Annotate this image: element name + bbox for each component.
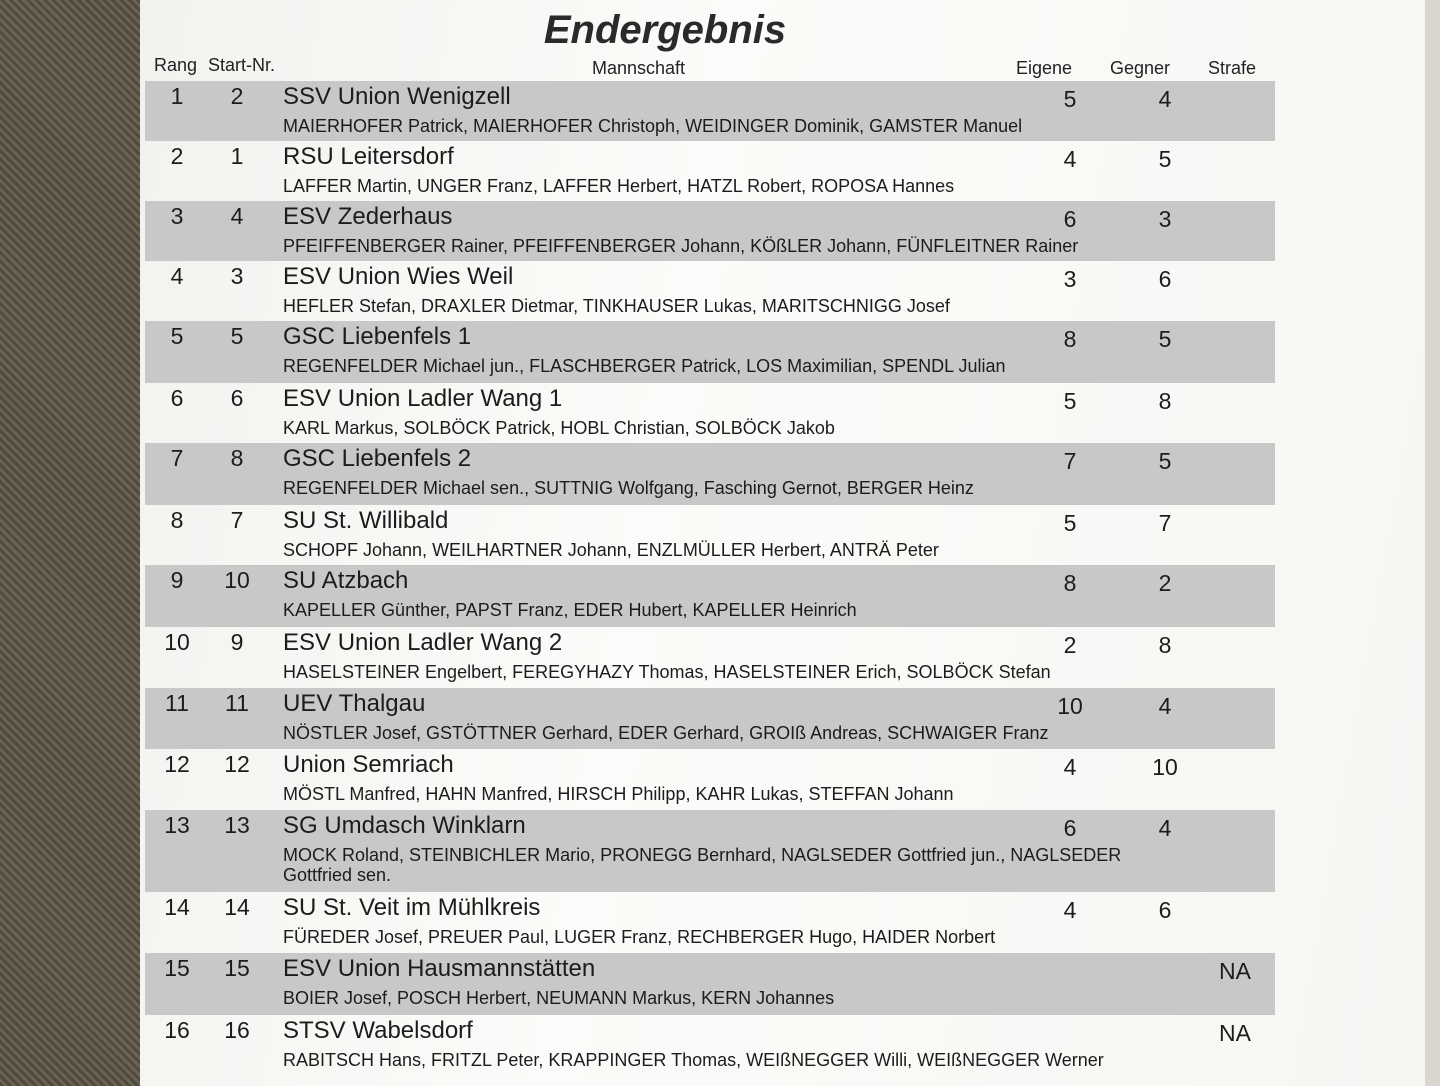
own-score: 6 bbox=[1063, 815, 1077, 841]
table-row bbox=[145, 321, 1275, 383]
table-row bbox=[145, 810, 1275, 892]
own-score: 7 bbox=[1063, 448, 1077, 474]
table-row bbox=[145, 627, 1275, 688]
opponent-score: 10 bbox=[1152, 754, 1178, 780]
start-number-cell: 16 bbox=[224, 1017, 250, 1043]
team-players: MÖSTL Manfred, HAHN Manfred, HIRSCH Philipp, KAHR Lukas, STEFFAN Johann bbox=[283, 784, 954, 804]
team-players: REGENFELDER Michael jun., FLASCHBERGER Patrick, LOS Maximilian, SPENDL Julian bbox=[283, 356, 1006, 376]
team-players: NÖSTLER Josef, GSTÖTTNER Gerhard, EDER Gerhard, GROIß Andreas, SCHWAIGER Franz bbox=[283, 723, 1049, 743]
penalty-cell: NA bbox=[1219, 958, 1251, 984]
team-players: SCHOPF Johann, WEILHARTNER Johann, ENZLMÜLLER Herbert, ANTRÄ Peter bbox=[283, 540, 939, 560]
opponent-score: 4 bbox=[1158, 815, 1172, 841]
start-number-cell: 1 bbox=[230, 143, 244, 169]
table-row bbox=[145, 141, 1275, 201]
team-name: SU St. Veit im Mühlkreis bbox=[283, 894, 541, 921]
own-score: 4 bbox=[1063, 146, 1077, 172]
table-row bbox=[145, 1015, 1275, 1086]
own-score: 5 bbox=[1063, 388, 1077, 414]
table-row bbox=[145, 261, 1275, 321]
own-score: 6 bbox=[1063, 206, 1077, 232]
rank-cell: 9 bbox=[170, 567, 184, 593]
own-score: 8 bbox=[1063, 326, 1077, 352]
rank-cell: 10 bbox=[164, 629, 190, 655]
opponent-score: 4 bbox=[1158, 693, 1172, 719]
team-name: ESV Zederhaus bbox=[283, 203, 453, 230]
own-score: 4 bbox=[1063, 754, 1077, 780]
team-name: GSC Liebenfels 1 bbox=[283, 323, 472, 350]
team-players: HASELSTEINER Engelbert, FEREGYHAZY Thomas, HASELSTEINER Erich, SOLBÖCK Stefan bbox=[283, 662, 1051, 682]
start-number-cell: 4 bbox=[230, 203, 244, 229]
table-row bbox=[145, 383, 1275, 443]
team-players: MAIERHOFER Patrick, MAIERHOFER Christoph, WEIDINGER Dominik, GAMSTER Manuel bbox=[283, 116, 1023, 136]
team-name: GSC Liebenfels 2 bbox=[283, 445, 472, 472]
start-number-cell: 9 bbox=[230, 629, 244, 655]
rank-cell: 16 bbox=[164, 1017, 190, 1043]
team-name: ESV Union Ladler Wang 1 bbox=[283, 385, 563, 412]
own-score: 4 bbox=[1063, 897, 1077, 923]
own-score: 8 bbox=[1063, 570, 1077, 596]
start-number-cell: 8 bbox=[230, 445, 244, 471]
team-name: ESV Union Ladler Wang 2 bbox=[283, 629, 563, 656]
opponent-score: 8 bbox=[1158, 632, 1172, 658]
own-score: 10 bbox=[1057, 693, 1083, 719]
table-row bbox=[145, 953, 1275, 1015]
rank-cell: 6 bbox=[170, 385, 184, 411]
opponent-score: 3 bbox=[1158, 206, 1172, 232]
start-number-cell: 3 bbox=[230, 263, 244, 289]
rank-cell: 15 bbox=[164, 955, 190, 981]
results-sheet bbox=[140, 0, 1425, 1086]
table-row bbox=[145, 892, 1275, 953]
team-name: SU St. Willibald bbox=[283, 507, 449, 534]
header-own: Eigene bbox=[1016, 58, 1073, 78]
team-players: KAPELLER Günther, PAPST Franz, EDER Hubert, KAPELLER Heinrich bbox=[283, 600, 857, 620]
start-number-cell: 7 bbox=[230, 507, 244, 533]
opponent-score: 8 bbox=[1158, 388, 1172, 414]
team-name: STSV Wabelsdorf bbox=[283, 1017, 473, 1044]
rank-cell: 8 bbox=[170, 507, 184, 533]
team-name: ESV Union Hausmannstätten bbox=[283, 955, 596, 982]
own-score: 3 bbox=[1063, 266, 1077, 292]
team-name: SU Atzbach bbox=[283, 567, 409, 594]
rank-cell: 5 bbox=[170, 323, 184, 349]
table-row bbox=[145, 565, 1275, 627]
header-start: Start-Nr. bbox=[208, 55, 276, 75]
team-name: SSV Union Wenigzell bbox=[283, 83, 511, 110]
start-number-cell: 13 bbox=[224, 812, 250, 838]
team-players: PFEIFFENBERGER Rainer, PFEIFFENBERGER Johann, KÖßLER Johann, FÜNFLEITNER Rainer bbox=[283, 236, 1079, 256]
team-name: RSU Leitersdorf bbox=[283, 143, 454, 170]
opponent-score: 7 bbox=[1158, 510, 1172, 536]
own-score: 2 bbox=[1063, 632, 1077, 658]
rank-cell: 2 bbox=[170, 143, 184, 169]
rank-cell: 4 bbox=[170, 263, 184, 289]
opponent-score: 6 bbox=[1158, 266, 1172, 292]
start-number-cell: 15 bbox=[224, 955, 250, 981]
start-number-cell: 12 bbox=[224, 751, 250, 777]
rank-cell: 13 bbox=[164, 812, 190, 838]
table-row bbox=[145, 688, 1275, 749]
table-row bbox=[145, 749, 1275, 810]
header-penalty: Strafe bbox=[1208, 58, 1257, 78]
header-opponent: Gegner bbox=[1110, 58, 1171, 78]
team-players: RABITSCH Hans, FRITZL Peter, KRAPPINGER Thomas, WEIßNEGGER Willi, WEIßNEGGER Werner bbox=[283, 1050, 1104, 1070]
team-name: Union Semriach bbox=[283, 751, 454, 778]
team-name: UEV Thalgau bbox=[283, 690, 426, 717]
rank-cell: 3 bbox=[170, 203, 184, 229]
team-name: ESV Union Wies Weil bbox=[283, 263, 514, 290]
background-surface bbox=[0, 0, 160, 1086]
team-players: LAFFER Martin, UNGER Franz, LAFFER Herbert, HATZL Robert, ROPOSA Hannes bbox=[283, 176, 955, 196]
start-number-cell: 5 bbox=[230, 323, 244, 349]
team-players: HEFLER Stefan, DRAXLER Dietmar, TINKHAUSER Lukas, MARITSCHNIGG Josef bbox=[283, 296, 950, 316]
table-row bbox=[145, 201, 1275, 261]
opponent-score: 5 bbox=[1158, 326, 1172, 352]
rank-cell: 1 bbox=[170, 83, 184, 109]
header-team: Mannschaft bbox=[592, 58, 686, 78]
rank-cell: 14 bbox=[164, 894, 190, 920]
start-number-cell: 14 bbox=[224, 894, 250, 920]
team-players: BOIER Josef, POSCH Herbert, NEUMANN Markus, KERN Johannes bbox=[283, 988, 835, 1008]
start-number-cell: 11 bbox=[225, 690, 249, 716]
opponent-score: 5 bbox=[1158, 448, 1172, 474]
rank-cell: 7 bbox=[170, 445, 184, 471]
rank-cell: 12 bbox=[164, 751, 190, 777]
opponent-score: 4 bbox=[1158, 86, 1172, 112]
team-players: MOCK Roland, STEINBICHLER Mario, PRONEGG Bernhard, NAGLSEDER Gottfried jun., NAGLSEDER Gottfried sen. bbox=[283, 845, 1122, 885]
opponent-score: 5 bbox=[1158, 146, 1172, 172]
team-players: KARL Markus, SOLBÖCK Patrick, HOBL Christian, SOLBÖCK Jakob bbox=[283, 418, 835, 438]
rank-cell: 11 bbox=[165, 690, 189, 716]
team-name: SG Umdasch Winklarn bbox=[283, 812, 526, 839]
opponent-score: 6 bbox=[1158, 897, 1172, 923]
opponent-score: 2 bbox=[1158, 570, 1172, 596]
table-row bbox=[145, 505, 1275, 565]
header-rank: Rang bbox=[154, 55, 198, 75]
start-number-cell: 2 bbox=[230, 83, 244, 109]
own-score: 5 bbox=[1063, 86, 1077, 112]
page-title: Endergebnis bbox=[543, 8, 787, 52]
start-number-cell: 6 bbox=[230, 385, 244, 411]
penalty-cell: NA bbox=[1219, 1020, 1251, 1046]
table-row bbox=[145, 443, 1275, 505]
own-score: 5 bbox=[1063, 510, 1077, 536]
table-row bbox=[145, 81, 1275, 141]
team-players: FÜREDER Josef, PREUER Paul, LUGER Franz, RECHBERGER Hugo, HAIDER Norbert bbox=[283, 927, 996, 947]
start-number-cell: 10 bbox=[224, 567, 250, 593]
team-players: REGENFELDER Michael sen., SUTTNIG Wolfgang, Fasching Gernot, BERGER Heinz bbox=[283, 478, 974, 498]
